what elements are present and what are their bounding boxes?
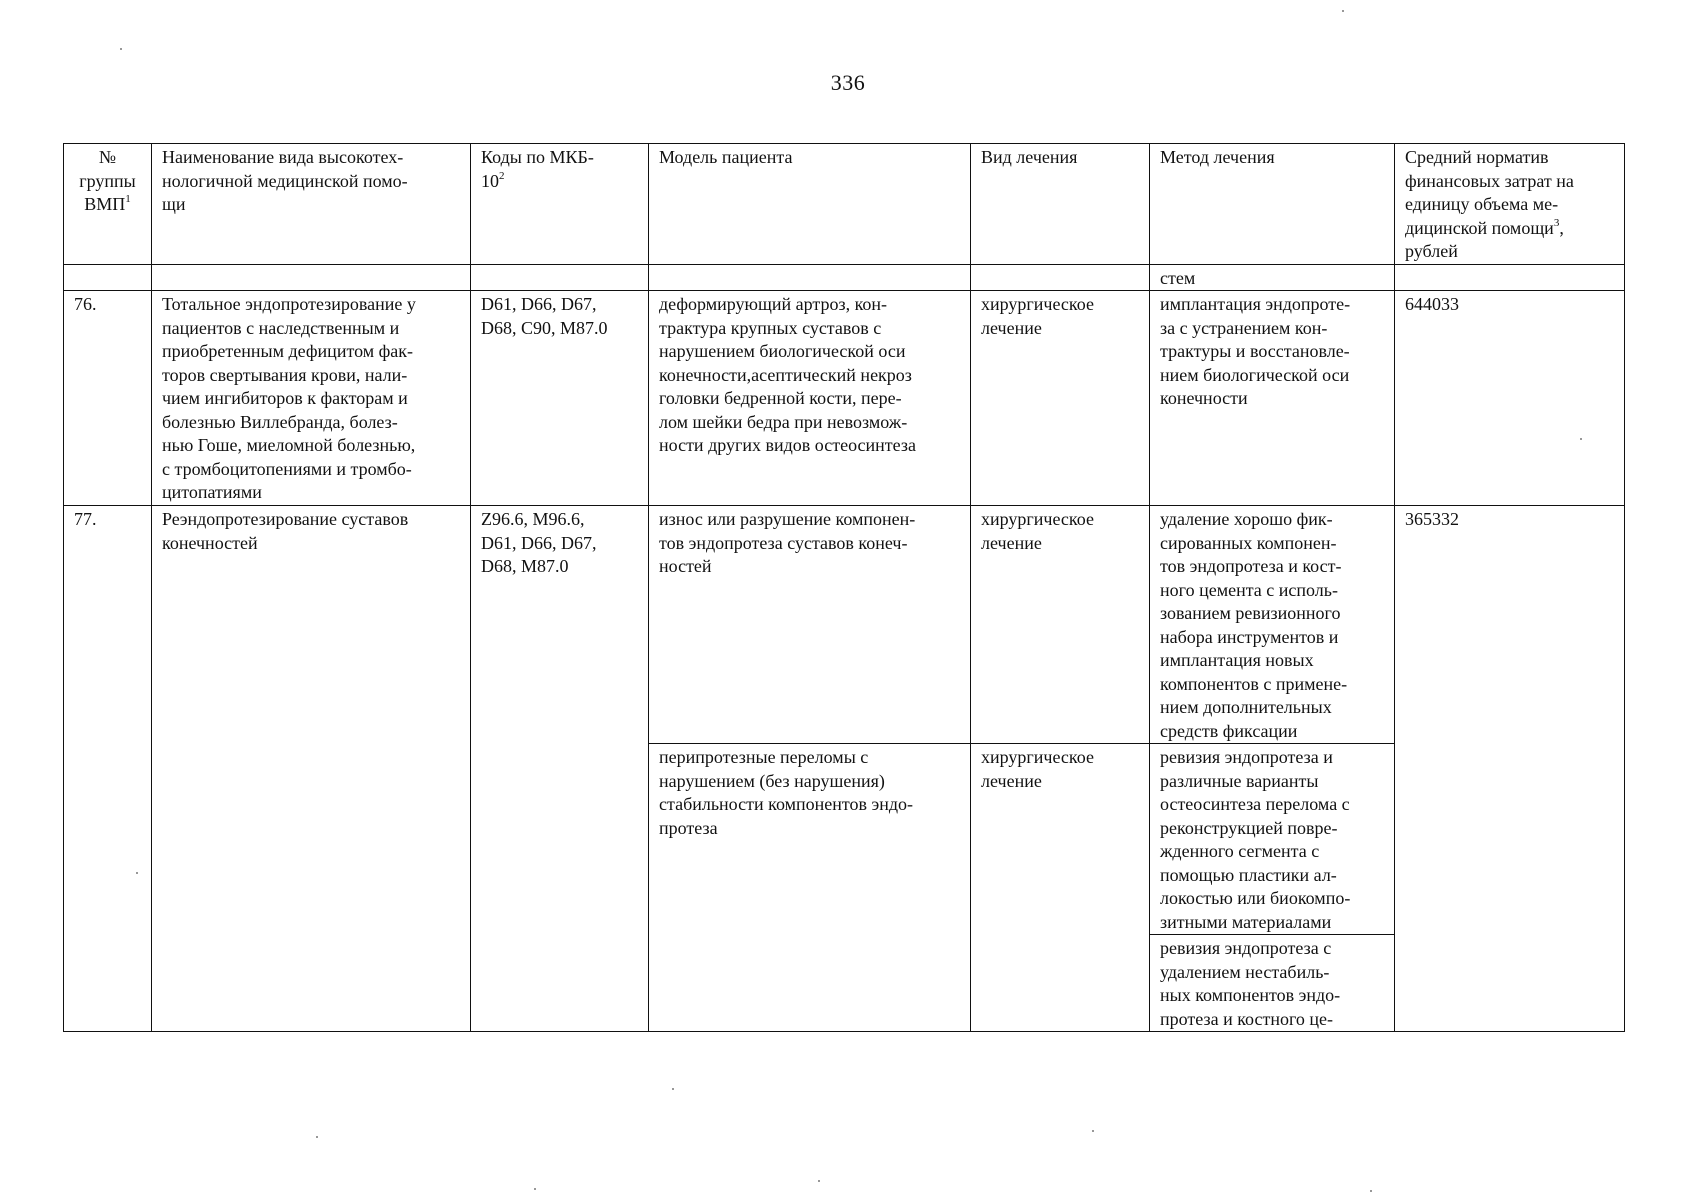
scan-speck [1580,438,1582,440]
row77-sub1-method: удаление хорошо фик- сированных компонен- тов эндопротеза и кост- ного цемента с исполь- зованием ревизионного набора инструментов и имплантация новых компонентов с примене- нием дополнительных средств фиксации [1150,506,1395,744]
scan-speck [136,872,138,874]
row76-method: имплантация эндопроте- за с устранением кон- трактуры и восстановле- нием биологической оси конечности [1150,291,1395,506]
header-patient-model: Модель пациента [649,144,971,265]
row76-name: Тотальное эндопротезирование у пациентов с наследственным и приобретенным дефицитом фак- торов свертывания крови, нали- чием ингибиторов к факторам и болезнью Виллебранда, болез- нью Гоше, миеломной болезнью, с тромбоцитопениями и тромбо- цитопатиями [152,291,471,506]
scan-speck [818,1180,820,1182]
row76-codes: D61, D66, D67, D68, C90, M87.0 [471,291,649,506]
table-row-76 [64,291,1625,506]
row77-codes: Z96.6, M96.6, D61, D66, D67, D68, M87.0 [471,506,649,1032]
header-cost-standard: Средний норматив финансовых затрат на единицу объема ме- дицинской помощи$^3$, рублей [1395,144,1625,265]
row77-sub2-model: перипротезные переломы с нарушением (без нарушения) стабильности компонентов эндо- протеза [649,744,971,1032]
row77-cost: 365332 [1395,506,1625,1032]
row76-model: деформирующий артроз, кон- трактура крупных суставов с нарушением биологической оси конечности,асептический некроз головки бедренной кости, пере- лом шейки бедра при невозмож- ности других видов остеосинтеза [649,291,971,506]
scan-speck [1370,1190,1372,1192]
table-row-77 [64,506,1625,744]
vmp-table [63,143,1625,1032]
row77-name: Реэндопротезирование суставов конечностей [152,506,471,1032]
continuation-method: стем [1150,264,1395,291]
row76-treatment-type: хирургическое лечение [971,291,1150,506]
row77-sub2-method-b: ревизия эндопротеза с удалением нестабиль- ных компонентов эндо- протеза и костного це- [1150,935,1395,1032]
scan-speck [1092,1130,1094,1132]
header-care-type-name: Наименование вида высокотех- нологичной медицинской помо- щи [152,144,471,265]
scan-speck [672,1088,674,1090]
header-treatment-method: Метод лечения [1150,144,1395,265]
header-row [64,144,1625,265]
continuation-row [64,264,1625,291]
row77-sub2-method-a: ревизия эндопротеза и различные варианты остеосинтеза перелома с реконструкцией повре- жденного сегмента с помощью пластики ал- локостью или биокомпо- зитными материалами [1150,744,1395,935]
header-icd-codes: Коды по МКБ- $10^2$ [471,144,649,265]
scan-speck [534,1188,536,1190]
scan-speck [120,48,122,50]
row77-number: 77. [64,506,152,1032]
scan-speck [316,1136,318,1138]
row76-number: 76. [64,291,152,506]
header-group-number: № группы ВМП$^1$ [64,144,152,265]
row77-sub2-treatment-type: хирургическое лечение [971,744,1150,1032]
row76-cost: 644033 [1395,291,1625,506]
row77-sub1-model: износ или разрушение компонен- тов эндопротеза суставов конеч- ностей [649,506,971,744]
page-number: 336 [830,70,866,95]
row77-sub1-treatment-type: хирургическое лечение [971,506,1150,744]
header-treatment-type: Вид лечения [971,144,1150,265]
scan-speck [1342,10,1344,12]
